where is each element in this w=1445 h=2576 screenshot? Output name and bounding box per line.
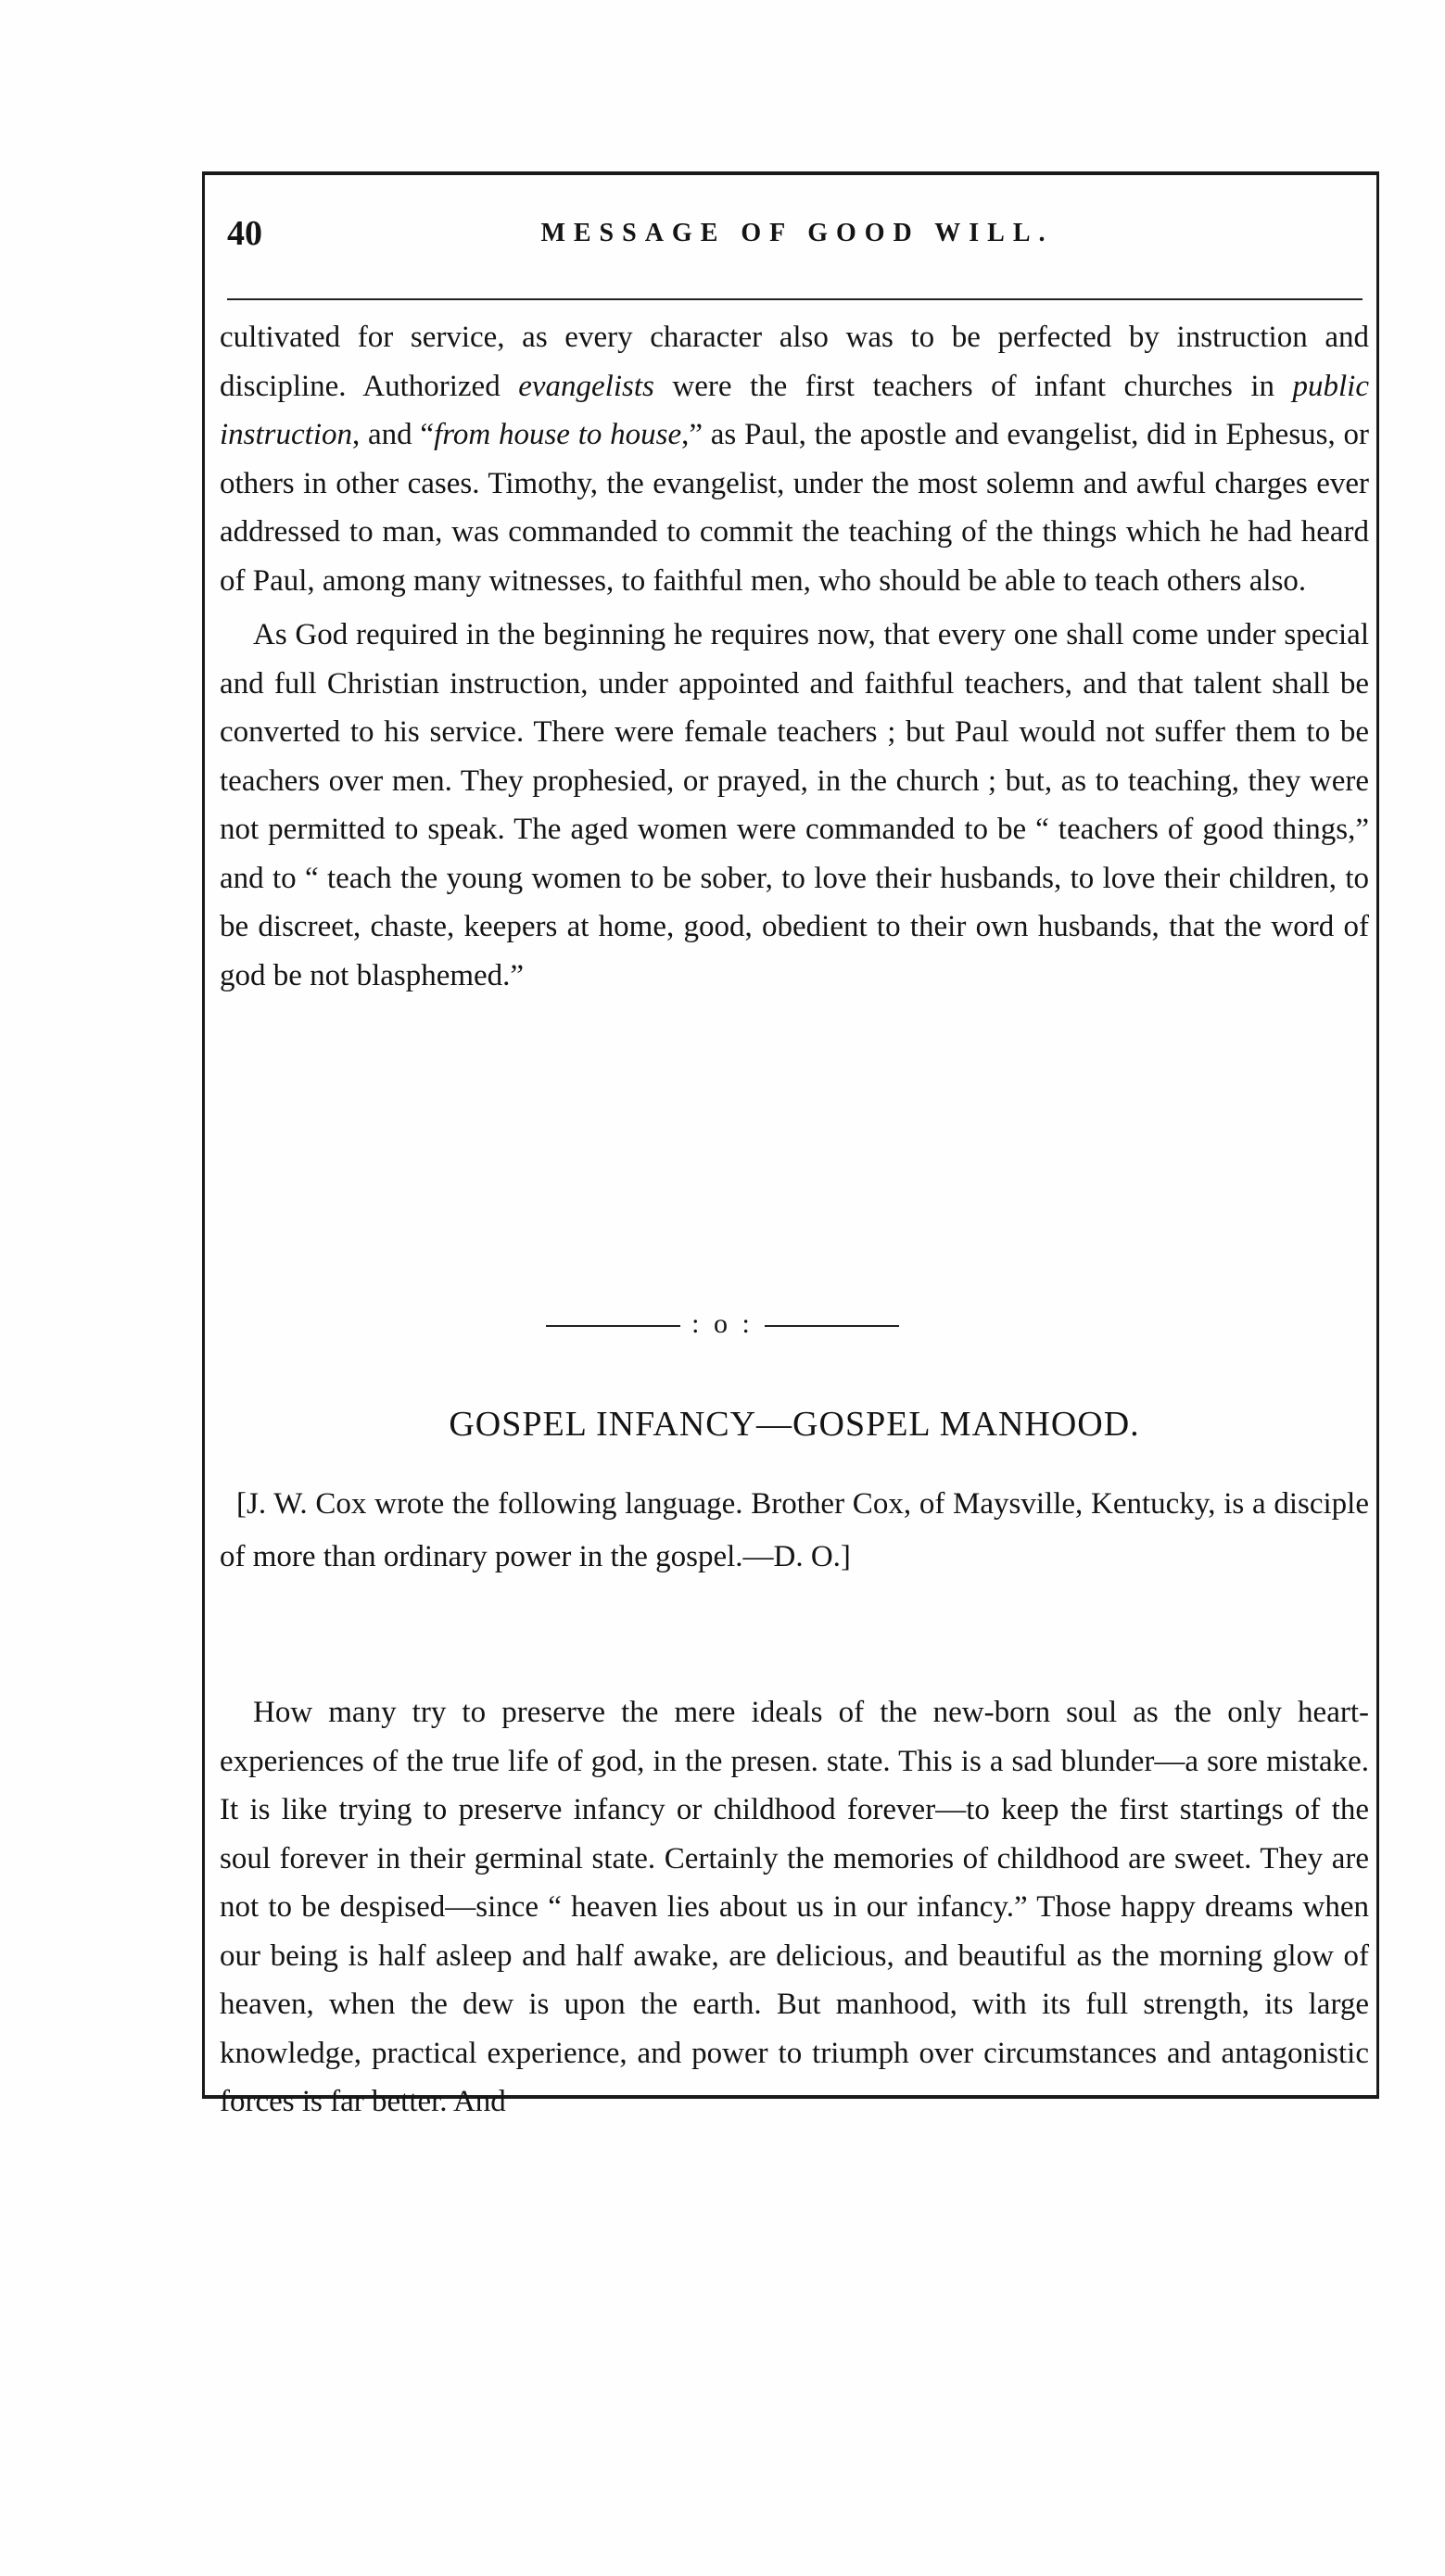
header-rule	[227, 298, 1363, 300]
body-text	[220, 313, 1369, 1000]
editor-note-text: [J. W. Cox wrote the following language. Brother Cox, of Maysville, Kentucky, is a disciple of more than ordinary power in the gospel.—D. O.]	[220, 1487, 1369, 1573]
italic-text: public instruction	[220, 369, 1369, 451]
editor-note	[220, 1478, 1369, 1584]
paragraph-continued	[220, 313, 1369, 605]
separator-ornament: : o :	[691, 1308, 754, 1339]
paragraph: How many try to preserve the mere ideals of the new-born soul as the only heart-experiences of the true life of god, in the presen. state. This is a sad blunder—a sore mistake. It is like trying to preserve infancy or childhood forever—to keep the first startings of the soul forever in their germinal state. Certainly the memories of childhood are sweet. They are not to be despised—since “ heaven lies about us in our infancy.” Those happy dreams when our being is half asleep and half awake, are delicious, and beautiful as the morning glow of heaven, when the dew is upon the earth. But manhood, with its full strength, its large knowledge, practical experience, and power to triumph over circumstances and antagonistic forces is far better. And	[220, 1696, 1369, 2118]
paragraph-text: ,” as Paul, the apostle and evangelist, did in Ephesus, or others in other cases. Timothy, the evangelist, under the most solemn and awful charges ever addressed to man, was commanded to commit the teaching of the things which he had heard of Paul, among many witnesses, to faithful men, who should be able to teach others also.	[220, 418, 1369, 598]
page-number: 40	[227, 214, 262, 253]
section-title: GOSPEL INFANCY—GOSPEL MANHOOD.	[449, 1405, 1140, 1444]
separator-line-right	[765, 1325, 899, 1327]
section-separator	[0, 1308, 1445, 1340]
running-title: MESSAGE OF GOOD WILL.	[540, 219, 1054, 247]
article-text	[220, 1688, 1369, 2127]
paragraph-text: cultivated for service, as every character also was to be perfected by instruction and discipline. Authorized	[220, 321, 1369, 403]
paragraph: As God required in the beginning he requires now, that every one shall come under special and full Christian instruction, under appointed and faithful teachers, and that talent shall be converted to his service. There were female teachers ; but Paul would not suffer them to be teachers over men. They prophesied, or prayed, in the church ; but, as to teaching, they were not permitted to speak. The aged women were commanded to be “ teachers of good things,” and to “ teach the young women to be sober, to love their husbands, to love their children, to be discreet, chaste, keepers at home, good, obedient to their own husbands, that the word of god be not blasphemed.”	[220, 618, 1369, 992]
separator-line-left	[546, 1325, 680, 1327]
page-header	[227, 213, 1367, 269]
paragraph-text: , and “	[352, 418, 435, 451]
italic-text: from house to house	[434, 418, 682, 451]
italic-text: evangelists	[518, 369, 654, 403]
paragraph-text: were the first teachers of infant churches in	[653, 369, 1293, 403]
